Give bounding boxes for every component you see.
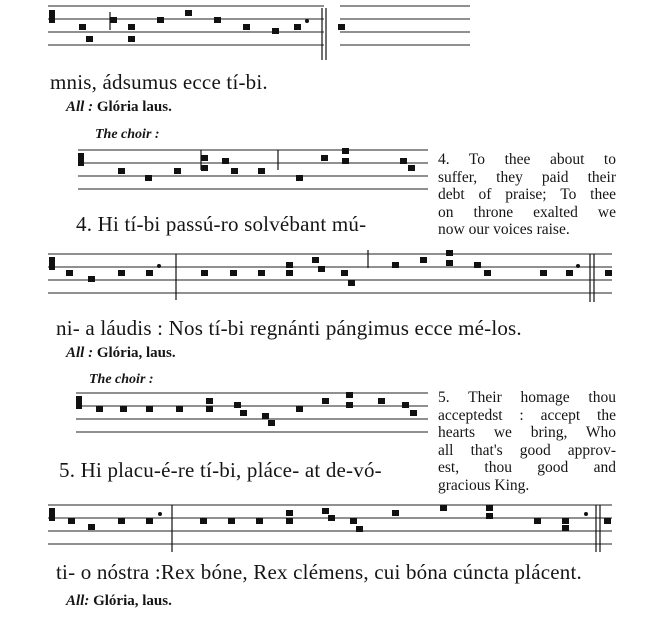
translation-line: est, thou good and	[438, 459, 616, 477]
lyric-line-4: 5. Hi placu-é-re tí-bi, pláce- at de-vó-	[59, 458, 382, 482]
translation-line: acceptedst : accept the	[438, 406, 616, 424]
response-speaker: All:	[66, 593, 90, 609]
response-speaker: All :	[66, 345, 94, 361]
response-text: Glória, laus.	[96, 345, 176, 361]
choir-label-4: The choir :	[95, 127, 160, 142]
response-2	[66, 345, 176, 362]
translation-line: hearts we bring, Who	[438, 424, 616, 442]
translation-line: gracious King.	[438, 476, 530, 494]
translation-line: 4. To thee about to	[438, 151, 616, 168]
translation-line: all that's good approv-	[438, 441, 616, 459]
translation-line: 5. Their homage thou	[438, 389, 616, 406]
choir-label-5: The choir :	[89, 372, 154, 387]
response-3	[66, 593, 172, 610]
response-text: Glória, laus.	[93, 593, 172, 609]
translation-line: now our voices raise.	[438, 221, 570, 239]
lyric-line-3: ni- a láudis : Nos tí-bi regnánti pángimus ecce mé-los.	[56, 316, 522, 340]
lyric-line-2: 4. Hi tí-bi passú-ro solvébant mú-	[76, 212, 367, 236]
translation-line: suffer, they paid their	[438, 168, 616, 186]
lyric-line-5: ti- o nóstra :Rex bóne, Rex clémens, cui bóna cúncta plácent.	[56, 560, 582, 584]
lyric-line-1: mnis, ádsumus ecce tí-bi.	[50, 70, 268, 94]
response-speaker: All :	[66, 99, 94, 115]
response-text: Glória laus.	[96, 99, 172, 115]
translation-5	[438, 389, 616, 495]
response-1	[66, 99, 172, 116]
translation-4	[438, 151, 616, 239]
translation-line: debt of praise; To thee	[438, 186, 616, 204]
translation-line: on throne exalted we	[438, 203, 616, 221]
